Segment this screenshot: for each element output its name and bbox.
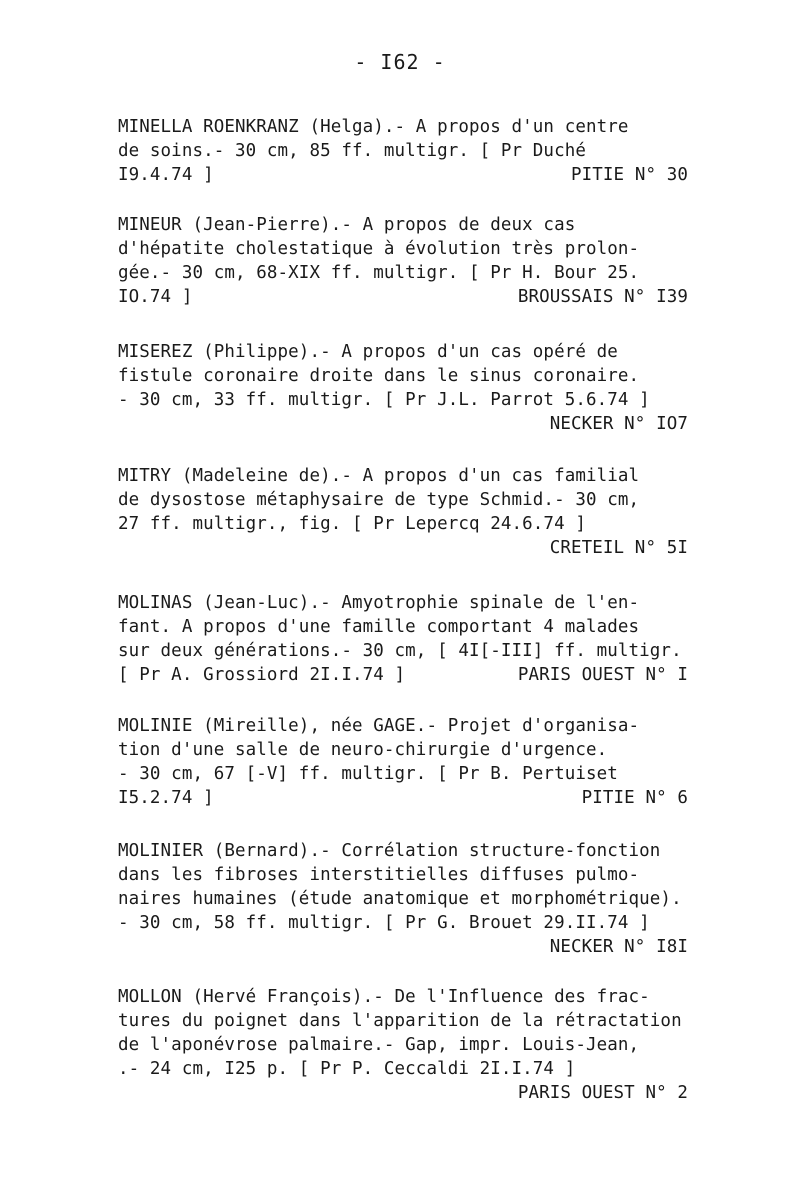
entry-line: gée.- 30 cm, 68-XIX ff. multigr. [ Pr H. Bour 25. (118, 263, 640, 283)
bibliography-entry (118, 839, 688, 959)
entry-line: I5.2.74 ] (118, 788, 214, 808)
entry-line: naires humaines (étude anatomique et morphométrique). (118, 889, 682, 909)
entry-location: PARIS OUEST N° 2 (517, 1083, 688, 1103)
entry-line: de dysostose métaphysaire de type Schmid.- 30 cm, (118, 490, 640, 510)
entry-location: CRETEIL N° 5I (549, 538, 688, 558)
bibliography-entry (118, 464, 688, 560)
bibliography-entry (118, 340, 688, 436)
entry-location: PARIS OUEST N° I (517, 665, 688, 685)
entry-line: tures du poignet dans l'apparition de la rétractation (118, 1011, 682, 1031)
entry-location: NECKER N° IO7 (549, 414, 688, 434)
entry-location: PITIE N° 6 (581, 788, 688, 808)
entry-line: - 30 cm, 33 ff. multigr. [ Pr J.L. Parrot 5.6.74 ] (118, 390, 650, 410)
entry-line: IO.74 ] (118, 287, 193, 307)
bibliography-entry (118, 985, 688, 1105)
entry-line: fant. A propos d'une famille comportant 4 malades (118, 617, 640, 637)
entry-line: MISEREZ (Philippe).- A propos d'un cas opéré de (118, 342, 618, 362)
entry-line: MOLINIER (Bernard).- Corrélation structure-fonction (118, 841, 661, 861)
entry-line: sur deux générations.- 30 cm, [ 4I[-III] ff. multigr. (118, 641, 682, 661)
entry-line: de l'aponévrose palmaire.- Gap, impr. Louis-Jean, (118, 1035, 640, 1055)
entry-line: [ Pr A. Grossiord 2I.I.74 ] (118, 665, 406, 685)
entry-line: 27 ff. multigr., fig. [ Pr Lepercq 24.6.74 ] (118, 514, 586, 534)
bibliography-entry (118, 714, 688, 810)
entry-location: BROUSSAIS N° I39 (517, 287, 688, 307)
entry-location: NECKER N° I8I (549, 937, 688, 957)
entry-line: dans les fibroses interstitielles diffuses pulmo- (118, 865, 640, 885)
entry-line: MOLINIE (Mireille), née GAGE.- Projet d'organisa- (118, 716, 640, 736)
bibliography-entry (118, 115, 688, 187)
entry-line: I9.4.74 ] (118, 165, 214, 185)
bibliography-entry (118, 591, 688, 687)
entry-line: - 30 cm, 67 [-V] ff. multigr. [ Pr B. Pertuiset (118, 764, 618, 784)
entry-line: fistule coronaire droite dans le sinus coronaire. (118, 366, 640, 386)
entry-line: MOLLON (Hervé François).- De l'Influence des frac- (118, 987, 650, 1007)
entry-line: MOLINAS (Jean-Luc).- Amyotrophie spinale de l'en- (118, 593, 640, 613)
entry-line: de soins.- 30 cm, 85 ff. multigr. [ Pr Duché (118, 141, 586, 161)
entry-line: .- 24 cm, I25 p. [ Pr P. Ceccaldi 2I.I.74 ] (118, 1059, 576, 1079)
page-number: - I62 - (354, 50, 446, 74)
entry-line: MITRY (Madeleine de).- A propos d'un cas familial (118, 466, 640, 486)
entry-line: tion d'une salle de neuro-chirurgie d'urgence. (118, 740, 608, 760)
entry-line: MINEUR (Jean-Pierre).- A propos de deux cas (118, 215, 576, 235)
entry-line: d'hépatite cholestatique à évolution très prolon- (118, 239, 640, 259)
bibliography-entry (118, 213, 688, 309)
entry-line: MINELLA ROENKRANZ (Helga).- A propos d'un centre (118, 117, 629, 137)
entry-location: PITIE N° 30 (571, 165, 688, 185)
entry-line: - 30 cm, 58 ff. multigr. [ Pr G. Brouet 29.II.74 ] (118, 913, 650, 933)
